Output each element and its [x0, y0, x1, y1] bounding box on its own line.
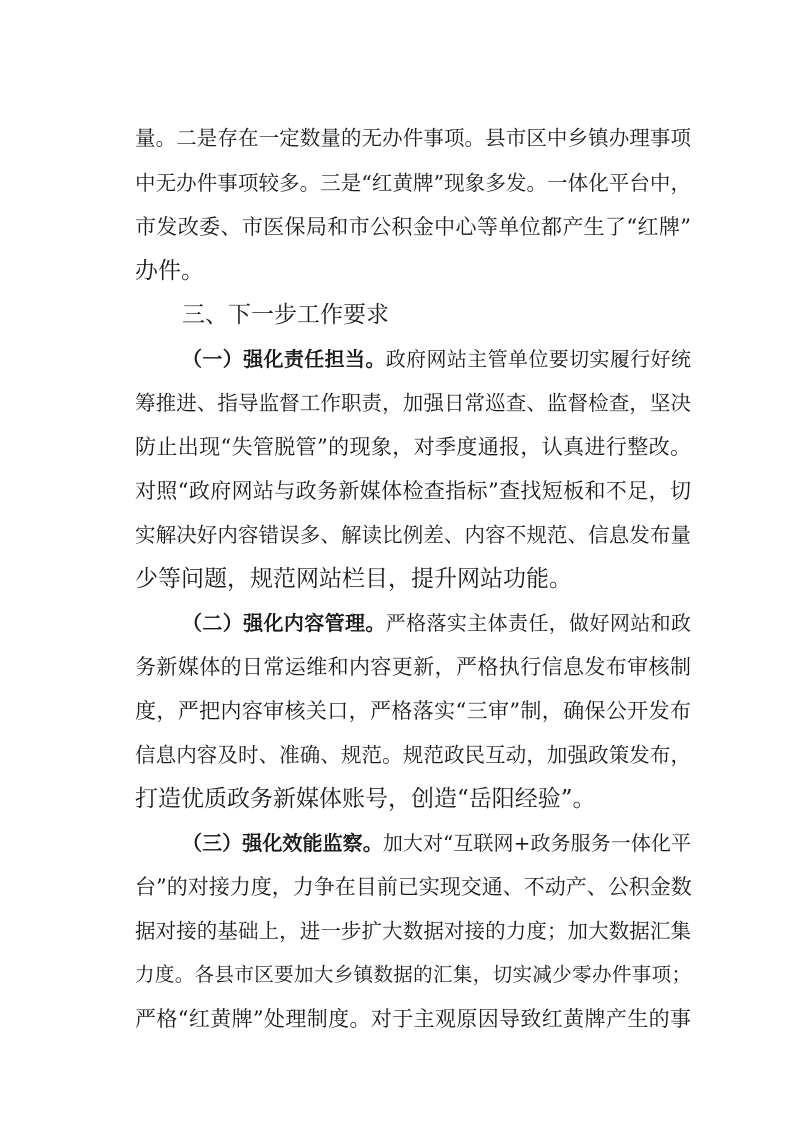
item-2-first-line [182, 603, 691, 643]
body-line: 少等问题，规范网站栏目，提升网站功能。 [135, 566, 572, 592]
section-heading: 三、下一步工作要求 [182, 302, 389, 328]
body-line: 据对接的基础上，进一步扩大数据对接的力度；加大数据汇集 [135, 919, 691, 943]
body-line: 力度。各县市区要加大乡镇数据的汇集，切实减少零办件事项； [135, 963, 691, 986]
body-line: 量。二是存在一定数量的无办件事项。县市区中乡镇办理事项 [135, 126, 691, 150]
item-2-first-line-text: 严格落实主体责任，做好网站和政 [385, 611, 691, 635]
item-2-title: （二）强化内容管理。 [182, 611, 386, 635]
body-line: 筹推进、指导监督工作职责，加强日常巡查、监督检查，坚决 [135, 391, 691, 415]
body-line: 台”的对接力度，力争在目前已实现交通、不动产、公积金数 [135, 875, 692, 899]
body-line: 对照“政府网站与政务新媒体检查指标”查找短板和不足，切 [135, 479, 691, 503]
body-line: 实解决好内容错误多、解读比例差、内容不规范、信息发布量 [135, 523, 691, 547]
item-3-first-line-text: 加大对“互联网+政务服务一体化平 [382, 831, 692, 855]
body-line: 防止出现“失管脱管”的现象，对季度通报，认真进行整改。 [135, 435, 691, 459]
item-1-first-line [182, 339, 691, 379]
item-1-title: （一）强化责任担当。 [182, 347, 386, 371]
body-line: 打造优质政务新媒体账号，创造“岳阳经验”。 [135, 786, 596, 812]
item-1-first-line-text: 政府网站主管单位要切实履行好统 [385, 347, 691, 371]
body-line: 严格“红黄牌”处理制度。对于主观原因导致红黄牌产生的事 [135, 1007, 691, 1031]
item-3-first-line [182, 823, 691, 863]
body-line: 信息内容及时、准确、规范。规范政民互动，加强政策发布， [135, 743, 691, 767]
body-line: 中无办件事项较多。三是“红黄牌”现象多发。一体化平台中， [135, 171, 691, 195]
body-line: 市发改委、市医保局和市公积金中心等单位都产生了“红牌” [135, 215, 691, 239]
body-line: 度，严把内容审核关口，严格落实“三审”制，确保公开发布 [135, 699, 691, 723]
body-line: 办件。 [135, 258, 204, 284]
item-3-title: （三）强化效能监察。 [182, 831, 383, 855]
body-line: 务新媒体的日常运维和内容更新，严格执行信息发布审核制 [135, 655, 691, 679]
